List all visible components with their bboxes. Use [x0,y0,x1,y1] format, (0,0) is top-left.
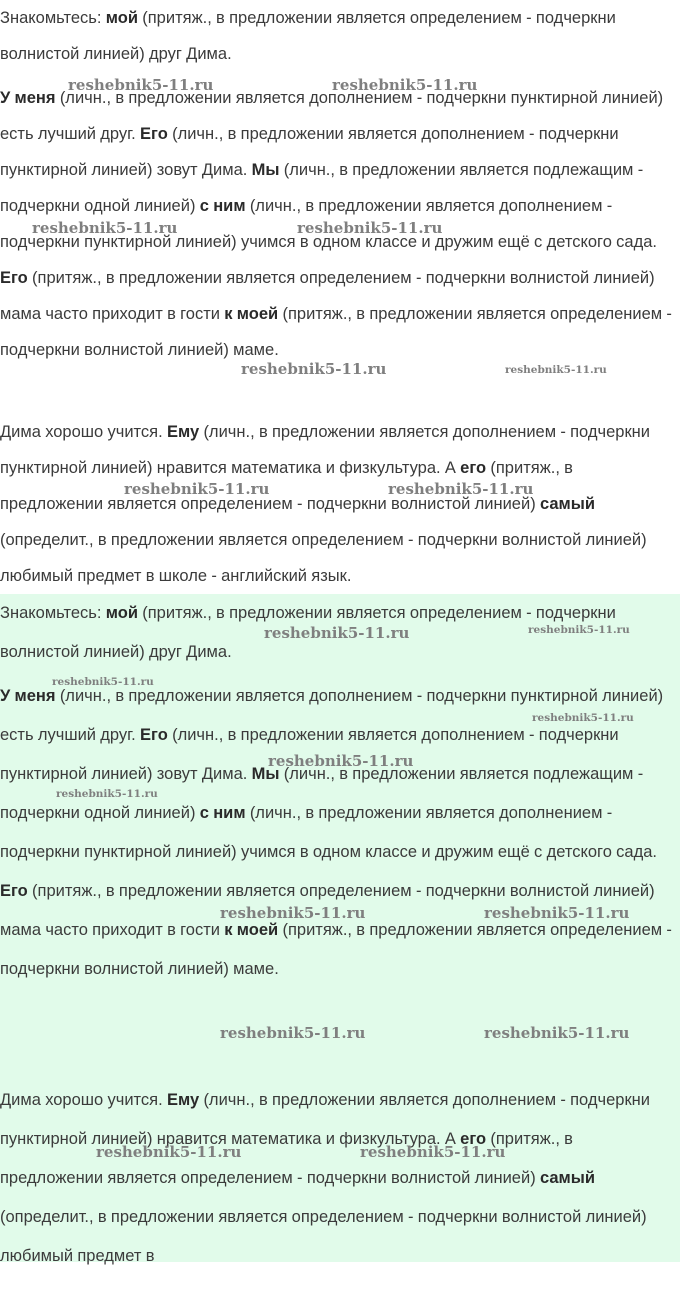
text-run: (притяж., в предложении является определением - подчеркни волнистой линией) маме. [0,305,672,359]
text-run: (притяж., в предложении является определением - подчеркни волнистой линией) друг Дима. [0,9,616,63]
highlighted-word: Его [140,125,168,143]
watermark: reshebnik5-11.ru [268,752,414,770]
answer-block-plain [0,0,680,594]
paragraph [0,677,680,989]
highlighted-word: Мы [251,161,280,179]
watermark: reshebnik5-11.ru [32,219,178,237]
watermark: reshebnik5-11.ru [360,1143,506,1161]
text-run: (личн., в предложении является дополнением - подчеркни пунктирной линией) нравится математика и физкультура. А [0,1091,651,1148]
text-run: (личн., в предложении является дополнением - подчеркни пунктирной линией) учимся в одном классе и дружим ещё с детского сада. [0,197,657,251]
watermark: reshebnik5-11.ru [297,219,443,237]
paragraph [0,1081,680,1276]
watermark: reshebnik5-11.ru [484,904,630,922]
text-run: (личн., в предложении является дополнением - подчеркни пунктирной линией) зовут Дима. [0,726,619,783]
highlighted-word: Его [0,269,28,287]
text-run: Дима хорошо учится. [0,423,167,441]
watermark: reshebnik5-11.ru [124,480,270,498]
highlighted-word: с ним [199,804,246,822]
text-run: (притяж., в предложении является определением - подчеркни волнистой линией) маме. [0,921,672,978]
highlighted-word: У меня [0,687,56,705]
highlighted-word: к моей [224,921,279,939]
watermark: reshebnik5-11.ru [484,1024,630,1042]
watermark: reshebnik5-11.ru [56,788,158,800]
paragraph [0,80,680,368]
watermark: reshebnik5-11.ru [505,364,607,376]
text-run: (личн., в предложении является дополнением - подчеркни пунктирной линией) есть лучший друг. [0,687,664,744]
answer-block-highlighted [0,594,680,1265]
paragraph [0,414,680,594]
highlighted-word: Его [0,882,28,900]
watermark: reshebnik5-11.ru [332,76,478,94]
text-run: (притяж., в предложении является определением - подчеркни волнистой линией) друг Дима. [0,604,616,661]
watermark: reshebnik5-11.ru [220,1024,366,1042]
text-run: (личн., в предложении является дополнением - подчеркни пунктирной линией) есть лучший друг. [0,89,664,143]
watermark: reshebnik5-11.ru [532,712,634,724]
highlighted-word: мой [105,604,138,622]
text-run: (личн., в предложении является дополнением - подчеркни пунктирной линией) нравится математика и физкультура. А [0,423,651,477]
text-run: (личн., в предложении является дополнением - подчеркни пунктирной линией) учимся в одном классе и дружим ещё с детского сада. [0,804,657,861]
highlighted-word: самый [539,495,595,513]
highlighted-word: Его [140,726,168,744]
highlighted-word: Ему [166,423,200,441]
highlighted-word: мой [105,9,138,27]
highlighted-word: с ним [199,197,246,215]
highlighted-word: самый [539,1169,595,1187]
text-run: (притяж., в предложении является определением - подчеркни волнистой линией) [0,459,573,513]
watermark: reshebnik5-11.ru [96,1143,242,1161]
text-run: (определит., в предложении является определением - подчеркни волнистой линией) любимый предмет в школе - английский язык. [0,531,647,585]
text-run: Дима хорошо учится. [0,1091,167,1109]
highlighted-word: Ему [166,1091,200,1109]
watermark: reshebnik5-11.ru [264,624,410,642]
watermark: reshebnik5-11.ru [220,904,366,922]
text-run: (определит., в предложении является определением - подчеркни волнистой линией) любимый предмет в [0,1208,647,1265]
text-run: Знакомьтесь: [0,9,106,27]
text-run: (притяж., в предложении является определением - подчеркни волнистой линией) мама часто приходит в гости [0,269,655,323]
highlighted-word: Мы [251,765,280,783]
text-run: (притяж., в предложении является определением - подчеркни волнистой линией) [0,1130,573,1187]
paragraph [0,0,680,72]
highlighted-word: У меня [0,89,56,107]
text-run: (личн., в предложении является подлежащим - подчеркни одной линией) [0,765,644,822]
highlighted-word: его [460,459,487,477]
watermark: reshebnik5-11.ru [52,676,154,688]
text-run: (личн., в предложении является дополнением - подчеркни пунктирной линией) зовут Дима. [0,125,619,179]
paragraph [0,594,680,672]
text-run: Знакомьтесь: [0,604,106,622]
text-run: (притяж., в предложении является определением - подчеркни волнистой линией) мама часто приходит в гости [0,882,655,939]
watermark: reshebnik5-11.ru [241,360,387,378]
highlighted-word: к моей [224,305,279,323]
watermark: reshebnik5-11.ru [528,624,630,636]
highlighted-word: его [460,1130,487,1148]
watermark: reshebnik5-11.ru [68,76,214,94]
text-run: (личн., в предложении является подлежащим - подчеркни одной линией) [0,161,644,215]
watermark: reshebnik5-11.ru [388,480,534,498]
